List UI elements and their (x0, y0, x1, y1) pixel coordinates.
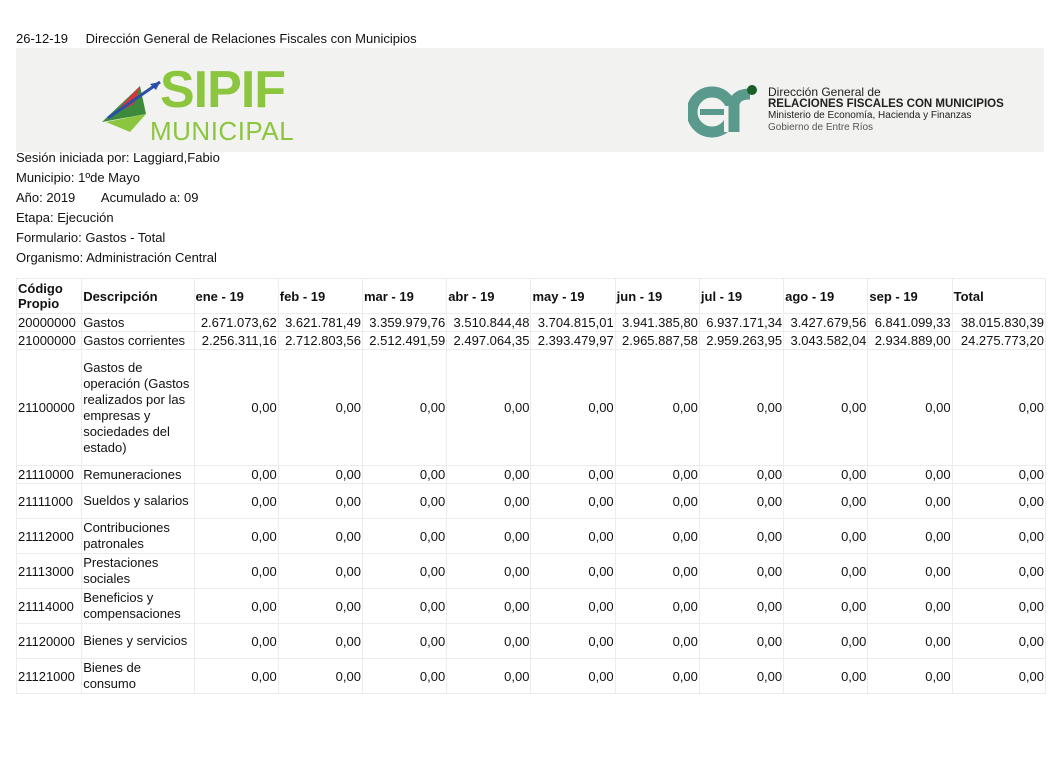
row-total: 0,00 (952, 519, 1045, 554)
row-month-value: 0,00 (784, 659, 868, 694)
sipif-title: SIPIF (160, 61, 286, 119)
row-code: 21121000 (17, 659, 82, 694)
row-description: Bienes de consumo (82, 659, 194, 694)
row-total: 0,00 (952, 589, 1045, 624)
accumulated: Acumulado a: 09 (100, 190, 199, 205)
row-month-value: 0,00 (868, 589, 952, 624)
expenses-table (16, 278, 1046, 694)
table-row (17, 519, 1046, 554)
row-month-value: 0,00 (868, 554, 952, 589)
sipif-logo (100, 61, 310, 150)
row-code: 21120000 (17, 624, 82, 659)
row-month-value: 0,00 (868, 624, 952, 659)
year: Año: 2019 (16, 190, 76, 205)
row-month-value: 0,00 (447, 589, 531, 624)
row-code: 21114000 (17, 589, 82, 624)
dgrfm-line1: Dirección General de (768, 85, 881, 99)
row-month-value: 0,00 (194, 589, 278, 624)
row-total: 0,00 (952, 554, 1045, 589)
row-month-value: 0,00 (362, 484, 446, 519)
row-description: Gastos de operación (Gastos realizados por las empresas y sociedades del estado) (82, 350, 194, 466)
row-month-value: 2.256.311,16 (194, 332, 278, 350)
row-month-value: 0,00 (531, 350, 615, 466)
row-month-value: 0,00 (699, 466, 783, 484)
row-month-value: 0,00 (531, 589, 615, 624)
header-month: may - 19 (531, 279, 615, 314)
dgrfm-text (768, 86, 1004, 134)
row-code: 21100000 (17, 350, 82, 466)
row-month-value: 0,00 (531, 466, 615, 484)
header-month: ene - 19 (194, 279, 278, 314)
table-row (17, 332, 1046, 350)
form-name: Formulario: Gastos - Total (16, 230, 166, 245)
stage: Etapa: Ejecución (16, 210, 114, 225)
row-month-value: 0,00 (868, 466, 952, 484)
row-month-value: 0,00 (615, 589, 699, 624)
row-month-value: 0,00 (531, 624, 615, 659)
row-description: Gastos (82, 314, 194, 332)
table-body (17, 314, 1046, 694)
row-month-value: 0,00 (699, 554, 783, 589)
row-month-value: 6.841.099,33 (868, 314, 952, 332)
row-code: 21111000 (17, 484, 82, 519)
report-header (16, 31, 417, 46)
header-month: jul - 19 (699, 279, 783, 314)
row-description: Bienes y servicios (82, 624, 194, 659)
row-month-value: 0,00 (784, 466, 868, 484)
row-month-value: 2.712.803,56 (278, 332, 362, 350)
row-description: Beneficios y compensaciones (82, 589, 194, 624)
row-code: 21000000 (17, 332, 82, 350)
row-description: Sueldos y salarios (82, 484, 194, 519)
row-month-value: 0,00 (868, 519, 952, 554)
row-month-value: 2.959.263,95 (699, 332, 783, 350)
row-month-value: 0,00 (615, 484, 699, 519)
row-month-value: 0,00 (699, 589, 783, 624)
row-code: 20000000 (17, 314, 82, 332)
row-month-value: 0,00 (278, 659, 362, 694)
row-month-value: 0,00 (868, 484, 952, 519)
municipio: Municipio: 1ºde Mayo (16, 170, 140, 185)
header-month: jun - 19 (615, 279, 699, 314)
row-month-value: 0,00 (362, 554, 446, 589)
row-month-value: 0,00 (447, 554, 531, 589)
header-total: Total (952, 279, 1045, 314)
row-month-value: 0,00 (278, 589, 362, 624)
row-month-value: 0,00 (784, 589, 868, 624)
row-month-value: 0,00 (615, 466, 699, 484)
row-month-value: 0,00 (699, 659, 783, 694)
row-month-value: 3.704.815,01 (531, 314, 615, 332)
header-month: abr - 19 (447, 279, 531, 314)
row-month-value: 0,00 (615, 624, 699, 659)
row-total: 0,00 (952, 624, 1045, 659)
dgrfm-line4: Gobierno de Entre Ríos (768, 122, 874, 133)
row-code: 21112000 (17, 519, 82, 554)
row-month-value: 0,00 (362, 589, 446, 624)
row-month-value: 0,00 (784, 624, 868, 659)
table-row (17, 314, 1046, 332)
logo-banner (16, 48, 1044, 152)
report-info (16, 148, 220, 268)
er-mark-text: er (718, 118, 719, 119)
row-description: Prestaciones sociales (82, 554, 194, 589)
table-row (17, 624, 1046, 659)
row-month-value: 0,00 (278, 484, 362, 519)
row-month-value: 3.510.844,48 (447, 314, 531, 332)
row-month-value: 0,00 (362, 659, 446, 694)
row-total: 24.275.773,20 (952, 332, 1045, 350)
row-description: Remuneraciones (82, 466, 194, 484)
header-desc: Descripción (82, 279, 194, 314)
table-row (17, 554, 1046, 589)
row-month-value: 2.497.064,35 (447, 332, 531, 350)
row-month-value: 0,00 (699, 350, 783, 466)
row-month-value: 2.965.887,58 (615, 332, 699, 350)
row-month-value: 3.359.979,76 (362, 314, 446, 332)
row-month-value: 0,00 (447, 659, 531, 694)
row-month-value: 0,00 (784, 519, 868, 554)
year-row (16, 188, 220, 208)
report-org: Dirección General de Relaciones Fiscales con Municipios (85, 31, 417, 46)
row-total: 0,00 (952, 466, 1045, 484)
row-month-value: 0,00 (615, 519, 699, 554)
table-row (17, 589, 1046, 624)
row-total: 0,00 (952, 350, 1045, 466)
row-month-value: 0,00 (194, 554, 278, 589)
row-month-value: 0,00 (194, 350, 278, 466)
table-row (17, 466, 1046, 484)
row-month-value: 0,00 (699, 519, 783, 554)
row-month-value: 0,00 (784, 350, 868, 466)
row-month-value: 0,00 (194, 624, 278, 659)
table-header-row (17, 279, 1046, 314)
row-month-value: 0,00 (278, 519, 362, 554)
row-description: Contribuciones patronales (82, 519, 194, 554)
row-month-value: 0,00 (868, 659, 952, 694)
row-month-value: 3.621.781,49 (278, 314, 362, 332)
dgrfm-line2: RELACIONES FISCALES CON MUNICIPIOS (768, 98, 1004, 110)
row-month-value: 3.043.582,04 (784, 332, 868, 350)
row-month-value: 0,00 (278, 350, 362, 466)
organism: Organismo: Administración Central (16, 250, 217, 265)
row-month-value: 0,00 (699, 624, 783, 659)
row-month-value: 0,00 (362, 519, 446, 554)
row-month-value: 3.941.385,80 (615, 314, 699, 332)
row-month-value: 0,00 (531, 659, 615, 694)
table-row (17, 659, 1046, 694)
row-month-value: 0,00 (784, 484, 868, 519)
row-total: 0,00 (952, 659, 1045, 694)
header-month: feb - 19 (278, 279, 362, 314)
dgrfm-line3: Ministerio de Economía, Hacienda y Finanzas (768, 110, 972, 121)
row-code: 21110000 (17, 466, 82, 484)
row-month-value: 2.934.889,00 (868, 332, 952, 350)
row-month-value: 0,00 (194, 484, 278, 519)
row-month-value: 0,00 (531, 554, 615, 589)
row-month-value: 0,00 (362, 350, 446, 466)
row-month-value: 0,00 (531, 484, 615, 519)
header-month: ago - 19 (784, 279, 868, 314)
row-month-value: 0,00 (447, 519, 531, 554)
row-month-value: 0,00 (447, 624, 531, 659)
row-month-value: 0,00 (278, 624, 362, 659)
sipif-subtitle: MUNICIPAL (150, 116, 295, 146)
row-month-value: 0,00 (615, 554, 699, 589)
row-month-value: 0,00 (362, 624, 446, 659)
row-month-value: 0,00 (447, 466, 531, 484)
row-month-value: 0,00 (278, 554, 362, 589)
row-month-value: 0,00 (615, 350, 699, 466)
row-month-value: 0,00 (615, 659, 699, 694)
row-month-value: 6.937.171,34 (699, 314, 783, 332)
row-month-value: 2.393.479,97 (531, 332, 615, 350)
row-month-value: 0,00 (278, 466, 362, 484)
header-code: Código Propio (17, 279, 82, 314)
er-mark-icon (688, 82, 764, 140)
row-code: 21113000 (17, 554, 82, 589)
row-total: 0,00 (952, 484, 1045, 519)
session-user: Sesión iniciada por: Laggiard,Fabio (16, 150, 220, 165)
row-month-value: 0,00 (784, 554, 868, 589)
row-description: Gastos corrientes (82, 332, 194, 350)
row-month-value: 0,00 (194, 519, 278, 554)
row-month-value: 0,00 (868, 350, 952, 466)
row-month-value: 2.512.491,59 (362, 332, 446, 350)
row-total: 38.015.830,39 (952, 314, 1045, 332)
dgrfm-logo (688, 82, 1028, 142)
table-row (17, 484, 1046, 519)
row-month-value: 0,00 (531, 519, 615, 554)
row-month-value: 0,00 (362, 466, 446, 484)
row-month-value: 3.427.679,56 (784, 314, 868, 332)
row-month-value: 2.671.073,62 (194, 314, 278, 332)
table-row (17, 350, 1046, 466)
header-month: mar - 19 (362, 279, 446, 314)
row-month-value: 0,00 (447, 484, 531, 519)
report-date: 26-12-19 (16, 31, 69, 46)
row-month-value: 0,00 (447, 350, 531, 466)
header-month: sep - 19 (868, 279, 952, 314)
row-month-value: 0,00 (194, 659, 278, 694)
row-month-value: 0,00 (194, 466, 278, 484)
row-month-value: 0,00 (699, 484, 783, 519)
